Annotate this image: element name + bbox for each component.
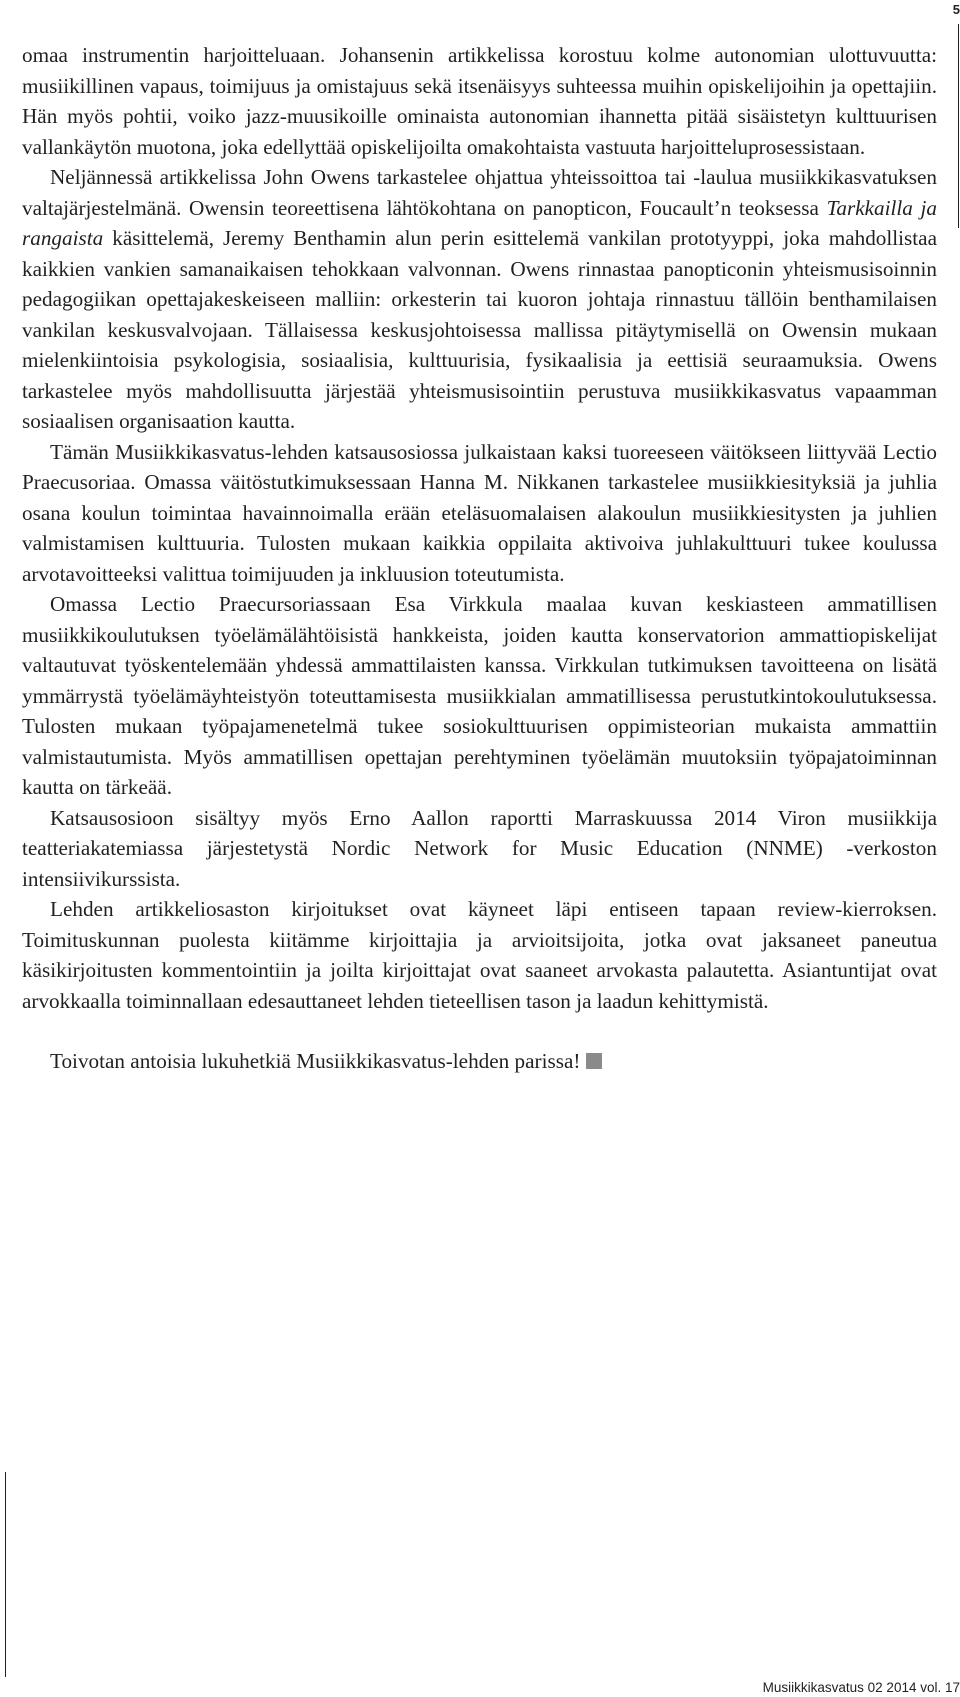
paragraph-5: Katsausosioon sisältyy myös Erno Aallon raportti Marraskuussa 2014 Viron musiikkija teatteriakatemiassa järjestetystä Nordic Network for Music Education (NNME) -verkoston intensiivikurssista. [22,805,937,891]
paragraph-2-text-b: käsittelemä, Jeremy Benthamin alun perin esittelemä vankilan prototyyppi, joka mahdollistaa kaikkien vankien samanaikaisen tehokkaan valvonnan. Owens rinnastaa panopticonin yhteismusisoinnin pedagogiikan opettajakeskeiseen malliin: orkesterin tai kuoron johtaja rinnastuu tällöin benthamilaisen vankilan keskusvalvojaan. Tällaisessa keskusjohtoisessa mallissa pitäytymisellä on Owensin mukaan mielenkiintoisia psykologisia, sosiaalisia, kulttuurisia, fysikaalisia ja eettisiä seuraamuksia. Owens tarkastelee myös mahdollisuutta järjestää yhteismusisointiin perustuva musiikkikasvatus vapaamman sosiaalisen organisaation kautta. [22,226,937,433]
margin-rule-top [958,24,959,228]
paragraph-4: Omassa Lectio Praecursoriassaan Esa Virkkula maalaa kuvan keskiasteen ammatillisen musiikkikoulutuksen työelämälähtöisistä hankkeista, joiden kautta konservatorion ammattiopiskelijat valtautuvat työskentelemään yhdessä ammattilaisten kanssa. Virkkulan tutkimuksen tavoitteena on lisätä ymmärrystä työelämäyhteistyön toteuttamisesta musiikkialan ammatillisessa perustutkintokoulutuksessa. Tulosten mukaan työpajamenetelmä tukee sosiokulttuurisen oppimisteorian mukaista ammattiin valmistautumista. Myös ammatillisen opettajan perehtyminen työelämän muutoksiin työpajatoiminnan kautta on tärkeää. [22,592,937,799]
paragraph-3: Tämän Musiikkikasvatus-lehden katsausosiossa julkaistaan kaksi tuoreeseen väitökseen liittyvää Lectio Praecusoriaa. Omassa väitöstutkimuksessaan Hanna M. Nikkanen tarkastelee musiikkiesityksiä ja juhlia osana koulun toimintaa havainnoimalla erään eteläsuomalaisen alakoulun musiikkiesitysten ja juhlien valmistamisen kulttuuria. Tulosten mukaan kaikkia oppilaita aktivoiva juhlakulttuuri tukee koulussa arvotavoitteeksi valittua toimijuuden ja inkluusion toteutumista. [22,439,937,586]
closing-text: Toivotan antoisia lukuhetkiä Musiikkikasvatus-lehden parissa! [50,1049,581,1073]
page-number: 5 [952,2,960,17]
book-title: Tarkkailla ja rangaista [22,195,937,250]
end-mark-icon [586,1053,602,1069]
paragraph-6: Lehden artikkeliosaston kirjoitukset ovat käyneet läpi entiseen tapaan review-kierroksen. Toimituskunnan puolesta kiitämme kirjoittajia ja arvioitsijoita, jotka ovat jaksaneet paneutua käsikirjoitusten kommentointiin ja joilta kirjoittajat ovat saaneet arvokasta palautetta. Asiantuntijat ovat arvokkaalla toiminnallaan edesauttaneet lehden tieteellisen tason ja laadun kehittymistä. [22,897,937,1013]
margin-rule-bottom [5,1472,6,1677]
journal-footer: Musiikkikasvatus 02 2014 vol. 17 [762,1680,960,1695]
article-body [22,40,937,1077]
paragraph-1: omaa instrumentin harjoitteluaan. Johansenin artikkelissa korostuu kolme autonomian ulottuvuutta: musiikillinen vapaus, toimijuus ja omistajuus sekä itsenäisyys suhteessa muihin opiskelijoihin ja opettajiin. Hän myös pohtii, voiko jazz-muusikoille ominaista autonomian ihannetta pitää sisäistetyn kulttuurisen vallankäytön muotona, joka edellyttää opiskelijoilta omakohtaista vastuuta harjoitteluprosessistaan. [22,43,937,159]
closing-line [22,1046,937,1077]
paragraph-2 [22,162,937,437]
paragraph-2-text-a: Neljännessä artikkelissa John Owens tarkastelee ohjattua yhteissoittoa tai -laulua musiikkikasvatuksen valtajärjestelmänä. Owensin teoreettisena lähtökohtana on panopticon, Foucault’n teoksessa [22,165,937,220]
